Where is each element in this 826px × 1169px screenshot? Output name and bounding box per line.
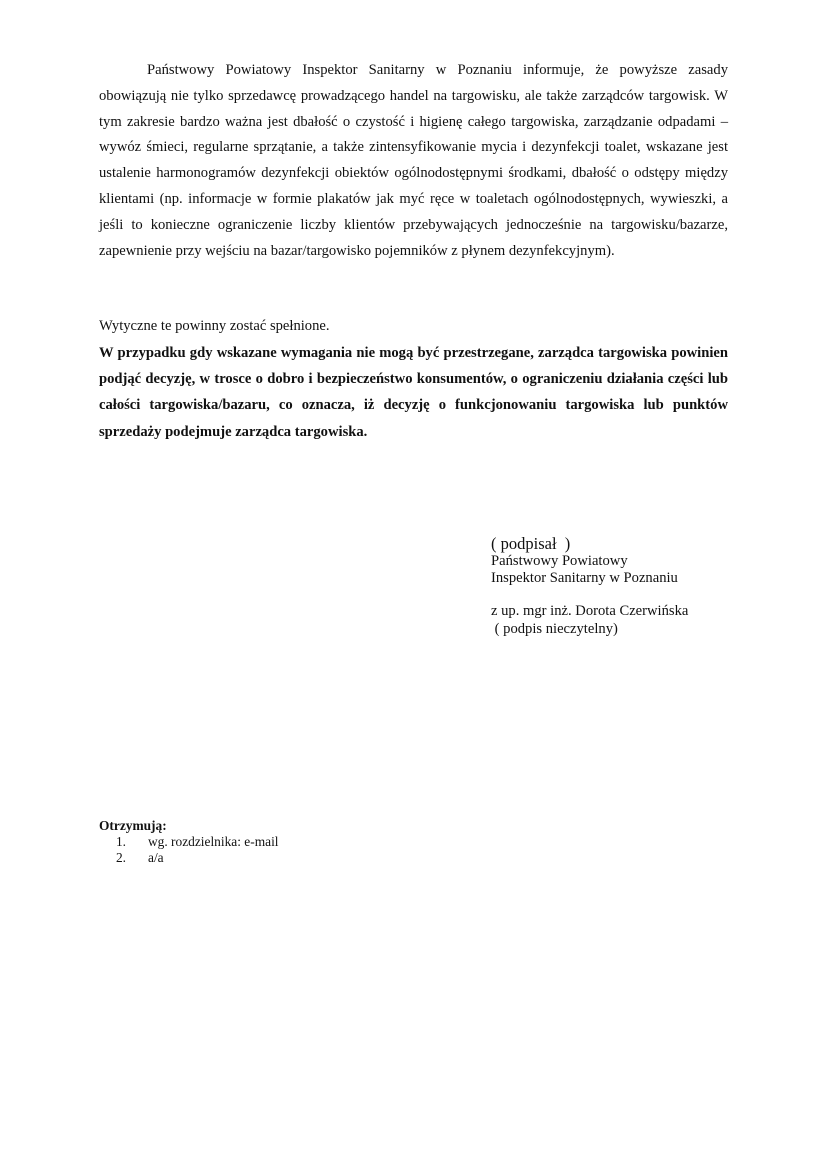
recipients-list xyxy=(99,834,499,866)
recipients-section xyxy=(99,818,499,866)
signature-spacer xyxy=(491,587,791,603)
bold-notice-paragraph: W przypadku gdy wskazane wymagania nie mogą być przestrzegane, zarządca targowiska powinien podjąć decyzję, w trosce o dobro i bezpieczeństwo konsumentów, o ograniczeniu działania części lub całości targowiska/bazaru, co oznacza, iż decyzję o funkcjonowaniu targowiska lub punktów sprzedaży podejmuje zarządca targowiska. xyxy=(99,345,728,440)
list-item-number: 2. xyxy=(115,850,126,865)
list-item-text: a/a xyxy=(148,850,164,865)
signature-block xyxy=(491,534,791,638)
list-item-number: 1. xyxy=(115,834,126,849)
list-item-text: wg. rozdzielnika: e-mail xyxy=(148,834,279,849)
guidelines-paragraph: Wytyczne te powinny zostać spełnione. xyxy=(99,318,330,334)
signatory-title-line1: Państwowy Powiatowy xyxy=(491,553,628,569)
main-paragraph: Państwowy Powiatowy Inspektor Sanitarny w Poznaniu informuje, że powyższe zasady obowiązują nie tylko sprzedawcę prowadzącego handel na targowisku, ale także zarządców targowisk. W tym zakresie bardzo ważna jest dbałość o czystość i higienę całego targowiska, zarządzanie odpadami – wywóz śmieci, regularne sprzątanie, a także zintensyfikowanie mycia i dezynfekcji toalet, wskazane jest ustalenie harmonogramów dezynfekcji obiektów ogólnodostępnymi środkami, dbałość o odstępy między klientami (np. informacje w formie plakatów jak myć ręce w toaletach ogólnodostępnych, wywieszki, a jeśli to konieczne ograniczenie liczby klientów przebywających jednocześnie na targowisku/bazarze, zapewnienie przy wejściu na bazar/targowisko pojemników z płynem dezynfekcyjnym). xyxy=(99,62,728,259)
recipients-heading: Otrzymują: xyxy=(99,818,167,833)
illegible-signature-note: ( podpis nieczytelny) xyxy=(491,620,618,637)
signatory-title-line2: Inspektor Sanitarny w Poznaniu xyxy=(491,570,678,587)
signed-note: ( podpisał ) xyxy=(491,534,571,553)
list-item xyxy=(99,850,499,866)
authorized-signatory: z up. mgr inż. Dorota Czerwińska xyxy=(491,603,689,620)
list-item xyxy=(99,834,499,850)
